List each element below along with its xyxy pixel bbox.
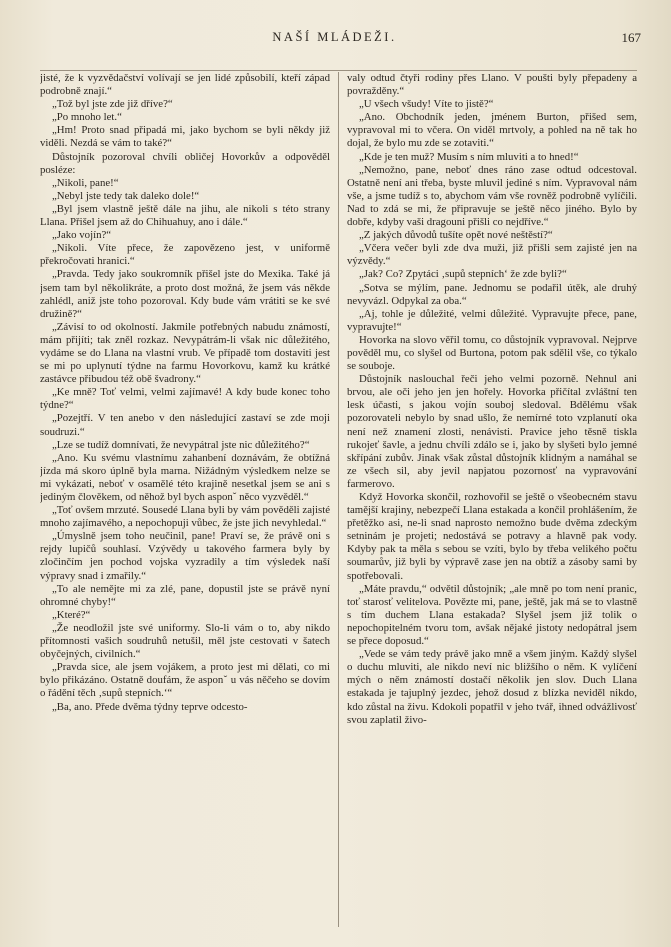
paragraph: „Nebyl jste tedy tak daleko dole!“ <box>52 189 200 202</box>
paragraph: „Jako vojín?“ <box>52 229 112 242</box>
paragraph: „Z jakých důvodů tušíte opět nové neštěstí?“ <box>359 229 553 242</box>
paragraph: „To ale nemějte mi za zlé, pane, dopustil jste se právě nyní ohromné chyby!“ <box>40 582 330 608</box>
right-column <box>347 72 637 932</box>
paragraph: jisté, že k vyzvědačství volívají se jen lidé způsobilí, kteří západ podrobně znají.“ <box>40 72 330 98</box>
paragraph: Hovorka na slovo věřil tomu, co důstojník vypravoval. Nejprve pověděl mu, co slyšel od Burtona, potom pak sdělil vše, co týkalo se souboje. <box>347 333 637 373</box>
paragraph: „Ano. Obchodník jeden, jménem Burton, přišed sem, vypravoval mi to včera. On viděl mrtvoly, a pohled na ně tak ho dojal, že bylo mu zde se zotaviti.“ <box>347 111 637 150</box>
paragraph: „Pravda. Tedy jako soukromník přišel jste do Mexika. Také já jsem tam byl několikráte, a proto dost možná, že jsem vás někde zahlédl, aniž jste toho pozoroval. Kdy bude vám vrátiti se ke své družině?“ <box>40 268 330 320</box>
paragraph: Když Hovorka skončil, rozhovořil se ještě o všeobecném stavu tamější krajiny, nebezpečí Llana estakada a končil prohlášením, že přetěžko asi, ne-li snad naprosto nemožno bude dvěma zdeckým setninám je projeti; nedostává se potravy a hlavně pak vody. Kdyby pak ta měla s sebou se vzíti, bylo by třeba velikého počtu soumarův, již byli by výpravě zase jen na obtíž a zásoby sami by spotřebovali. <box>347 491 637 582</box>
paragraph: „Máte pravdu,“ odvětil důstojník; „ale mně po tom není pranic, toť starosť velitelova. Povězte mi, pane, ještě, jak má se to vlastně s tím duchem Llana estakada? Slyšel jsem již tolik o nepochopitelném tvoru tom, avšak nějaké jistoty nedopátral jsem se přece doposud.“ <box>347 582 637 648</box>
paragraph: „Nikoli. Víte přece, že zapovězeno jest, v uniformě překročovati hranici.“ <box>40 242 330 268</box>
page-header <box>28 30 641 50</box>
paragraph: „U všech všudy! Víte to jistě?“ <box>359 98 494 111</box>
column-divider <box>338 72 339 927</box>
paragraph: „Jak? Co? Zpytáci ‚supů stepních‘ že zde byli?“ <box>359 268 567 281</box>
paragraph: Důstojník naslouchal řeči jeho velmi pozorně. Nehnul ani brvou, ale oči jeho jen jen hořely. Hovorka přičítal zvláštní ten lesk účasti, s jakou vojín souboj sledoval. Bdělému však pozorovateli nebylo by snad ušlo, že nemírné toto vzplanutí oka není než znamení zlosti, nenávisti. Pravice jeho těsně tiskla rukojeť šavle, a jednu chvíli zdálo se i, jako by slyšeti bylo jemné skřípání zubův. Jinak však zůstal důstojník klidným a namáhal se ze všech sil, aby jevil napjatou pozornosť na vypravování farmerovo. <box>347 373 637 490</box>
paragraph: „Lze se tudíž domnívati, že nevypátral jste nic důležitého?“ <box>52 438 310 451</box>
paragraph: „Nemožno, pane, neboť dnes ráno zase odtud odcestoval. Ostatně není ani třeba, byste mluvil jediné s ním. Vypravoval nám vše, a jsme tudíž s to, abychom vám vše rovněž podrobně vylíčili. Nad to zdá se mi, že připravuje se ještě něco jiného. Bylo by dobře, kdyby vaši dragouni přišli co nejdříve.“ <box>347 163 637 229</box>
paragraph: Důstojník pozoroval chvíli obličej Hovorkův a odpověděl posléze: <box>40 150 330 176</box>
paragraph: „Nikoli, pane!“ <box>52 176 119 189</box>
header-rule <box>40 70 637 71</box>
paragraph: „Vede se vám tedy právě jako mně a všem jiným. Každý slyšel o duchu mluviti, ale nikdo neví nic bližšího o něm. K vylíčení mých o něm známostí dostačí několik jen slov. Duch Llana estakada je tajuplný jezdec, jehož dosud z blízka neviděl nikdo, kdo zůstal na živu. Kdokoli popatřil v jeho tvář, ihned odvážlivosť svou zaplatil živo- <box>347 648 637 726</box>
text-columns <box>40 72 637 932</box>
paragraph: „Ke mně? Toť velmi, velmi zajímavé! A kdy bude konec toho týdne?“ <box>40 386 330 412</box>
paragraph: „Včera večer byli zde dva muži, již přišli sem zajisté jen na výzvědy.“ <box>347 242 637 268</box>
paragraph: „Kde je ten muž? Musím s ním mluviti a to hned!“ <box>359 150 579 163</box>
paragraph: „Úmyslně jsem toho neučinil, pane! Praví se, že právě oni s rejdy lupičů souhlasí. Vzývědy u takového farmera byly by zločinčím jen pochod vojska vyzradily a tím výsledek naší výpravy snad i zmařily.“ <box>40 530 330 582</box>
paragraph: „Ba, ano. Přede dvěma týdny teprve odcesto- <box>52 700 248 713</box>
paragraph: „Které?“ <box>52 608 91 621</box>
left-column <box>40 72 330 932</box>
paragraph: „Byl jsem vlastně ještě dále na jihu, ale nikoli s této strany Llana. Přišel jsem až do Chihuahuy, ano i dále.“ <box>40 202 330 229</box>
paragraph: „Aj, tohle je důležité, velmi důležité. Vypravujte přece, pane, vypravujte!“ <box>347 307 637 333</box>
running-title: NAŠÍ MLÁDEŽI. <box>272 30 397 44</box>
paragraph: „Po mnoho let.“ <box>52 111 122 124</box>
paragraph: „Hm! Proto snad připadá mi, jako bychom se byli někdy již viděli. Nezdá se vám to také?“ <box>40 124 330 150</box>
paragraph: valy odtud čtyři rodiny přes Llano. V poušti byly přepadeny a povražděny.“ <box>347 72 637 98</box>
paragraph: „Sotva se mýlím, pane. Jednomu se podařil útěk, ale druhý nevyvázl. Odpykal za oba.“ <box>347 281 637 307</box>
paragraph: „Ano. Ku svému vlastnímu zahanbení doznávám, že obtížná jízda má skoro úplně byla marna. Nižádným výsledkem nelze se mi vykázati, neboť v osamělé této krajině nesetkal jsem se ani s jediným člověkem, od něhož byl bych asponˇ něco vyzvěděl.“ <box>40 451 330 503</box>
page-number: 167 <box>621 30 641 45</box>
paragraph: „Pozejtří. V ten anebo v den následující zastaví se zde moji soudruzi.“ <box>40 412 330 438</box>
paragraph: „Že neodložil jste své uniformy. Slo-li vám o to, aby nikdo přítomnosti vašich soudruhů netušil, měl jste cestovati v šatech obyčejných, civilních.“ <box>40 621 330 661</box>
paragraph: „Toť ovšem mrzuté. Sousedé Llana byli by vám pověděli zajisté mnoho zajímavého, a nepochopuji vůbec, že jste jich nevyhledal.“ <box>40 504 330 530</box>
paragraph: „Pravda sice, ale jsem vojákem, a proto jest mi dělati, co mi bylo přikázáno. Ostatně doufám, že asponˇ u vás něčeho se dovím o řádění těch ‚supů stepních.‘“ <box>40 661 330 700</box>
paragraph: „Tož byl jste zde již dříve?“ <box>52 98 173 111</box>
paragraph: „Závisí to od okolností. Jakmile potřebných nabudu známostí, mám přijíti; tak zněl rozkaz. Nevypátrám-li však nic důležitého, vydáme se do Llana na vlastní vrub. Ve případě tom dostaviti jest se mi po uplynutí týdne na farmu Hovorkovu, kamž ku krátké zastávce přibudou též obě švadrony.“ <box>40 320 330 386</box>
